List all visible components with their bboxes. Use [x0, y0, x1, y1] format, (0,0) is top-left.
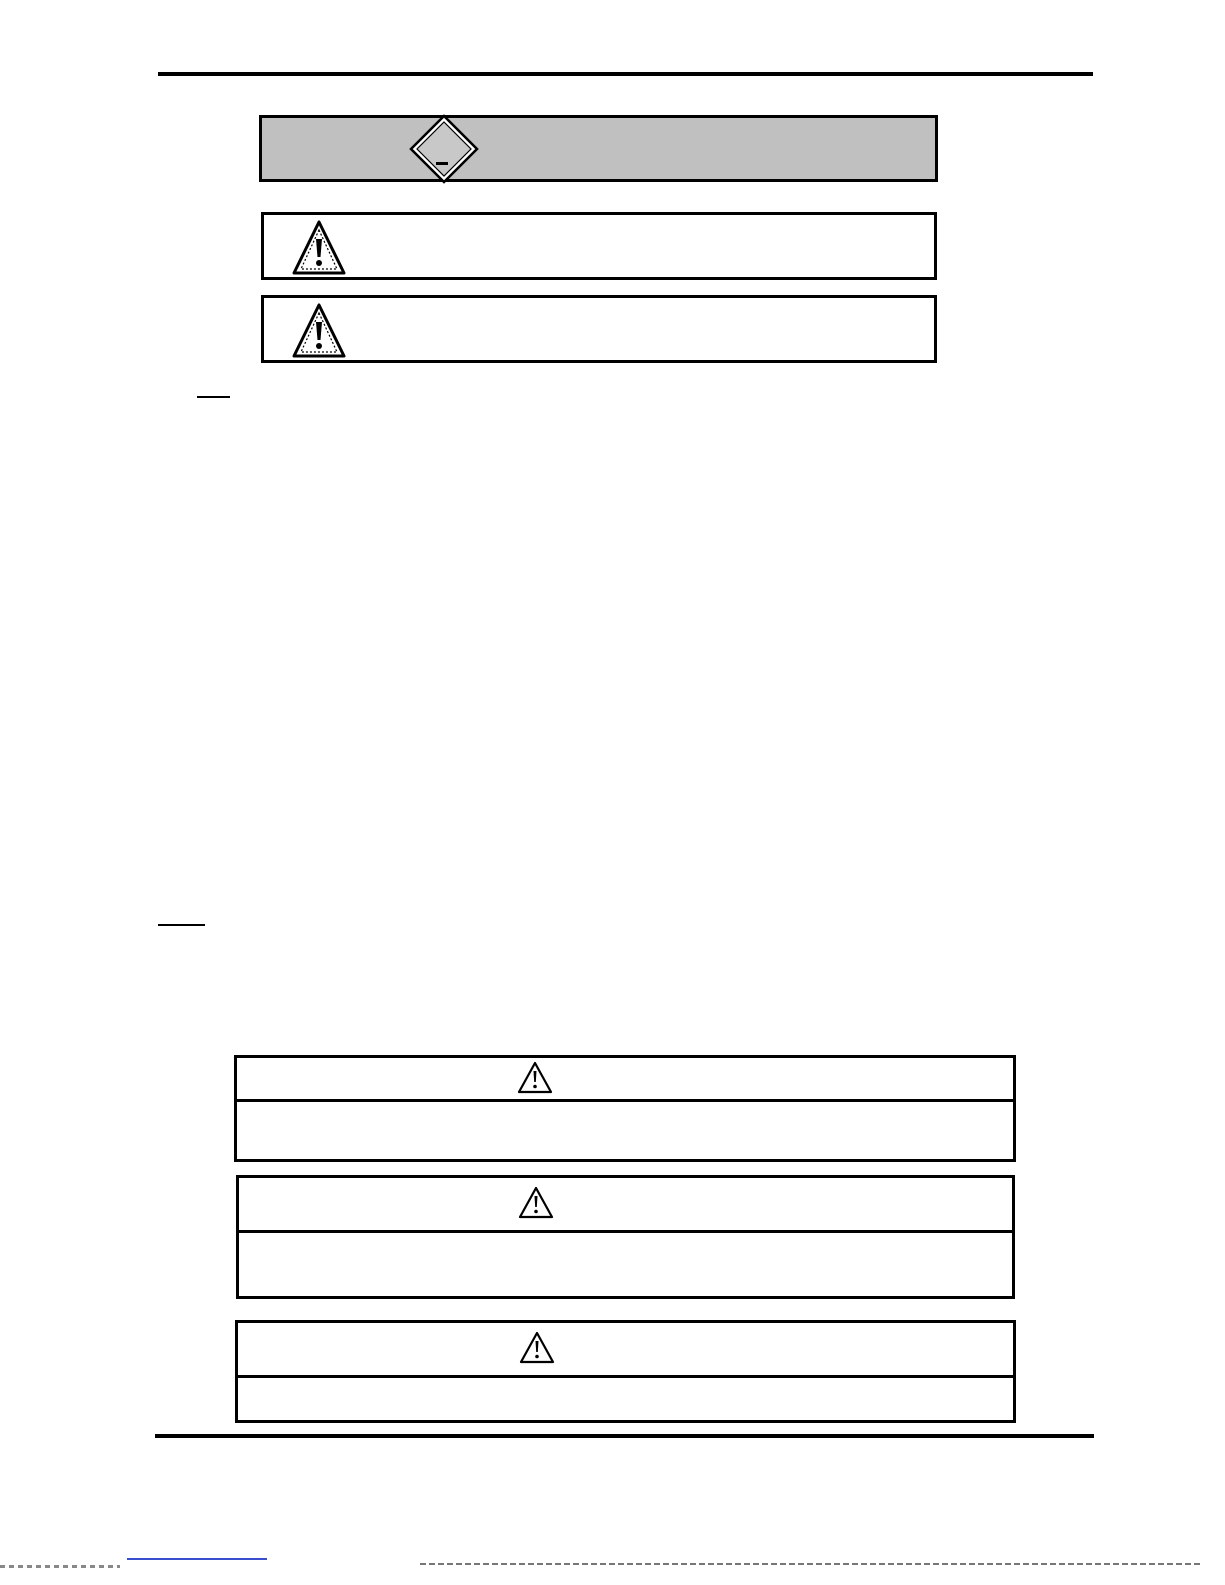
notice-header	[239, 1178, 1012, 1233]
diamond-icon	[409, 114, 479, 184]
footer-mark	[0, 1565, 120, 1568]
notice-box-1	[234, 1055, 1016, 1162]
notice-box-3	[235, 1320, 1016, 1423]
notice-box-2	[236, 1175, 1015, 1299]
warning-triangle-icon	[519, 1331, 555, 1365]
header-rule	[158, 72, 1093, 76]
footer-link-underline	[127, 1558, 267, 1560]
notice-header	[238, 1323, 1013, 1378]
warning-triangle-icon	[291, 219, 347, 277]
footer-rule	[155, 1434, 1094, 1438]
section-banner	[259, 115, 938, 182]
warning-box-2	[261, 295, 937, 363]
warning-triangle-icon	[517, 1061, 553, 1095]
heading-underline	[158, 924, 205, 926]
notice-header	[237, 1058, 1013, 1102]
warning-triangle-icon	[291, 302, 347, 360]
warning-triangle-icon	[518, 1186, 554, 1220]
heading-underline	[197, 396, 230, 398]
warning-box-1	[261, 212, 937, 280]
footer-mark	[420, 1563, 1200, 1565]
